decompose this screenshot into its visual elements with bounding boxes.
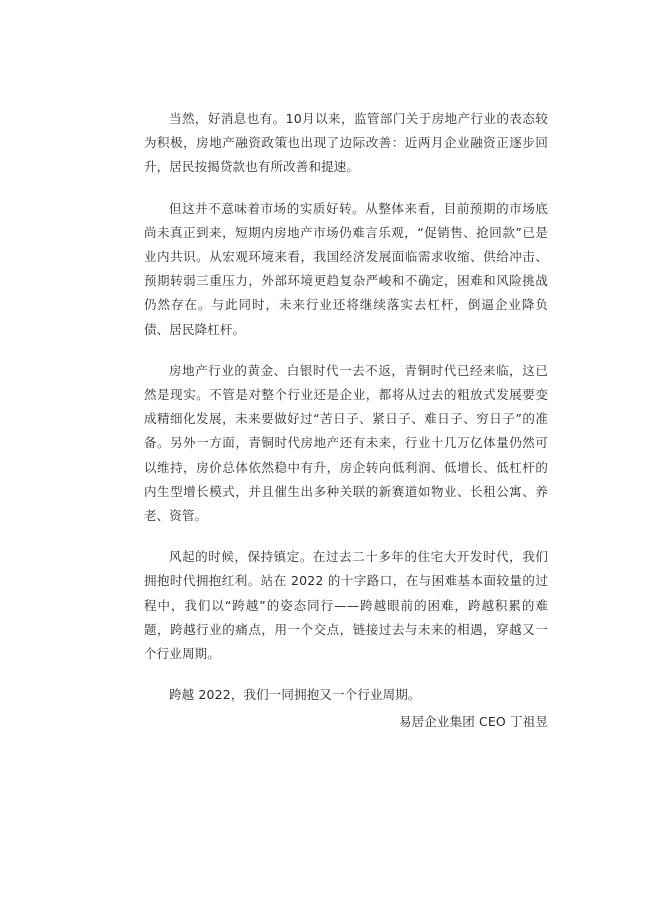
paragraph-market-outlook: 但这并不意味着市场的实质好转。从整体来看，目前预期的市场底尚未真正到来，短期内房地产市场仍难言乐观，“促销售、抢回款”已是业内共识。从宏观环境来看，我国经济发展面临需求收缩、供给冲击、预期转弱三重压力，外部环境更趋复杂严峻和不确定，困难和风险挑战仍然存在。与此同时，未来行业还将继续落实去杠杆，倒逼企业降负债、居民降杠杆。 [144, 200, 548, 337]
signature: 易居企业集团 CEO 丁祖昱 [398, 714, 548, 729]
paragraph-good-news: 当然，好消息也有。10月以来，监管部门关于房地产行业的表态较为积极，房地产融资政策也出现了边际改善：近两月企业融资正逐步回升，居民按揭贷款也有所改善和提速。 [144, 111, 548, 175]
article-body [144, 107, 548, 724]
paragraph-bronze-era: 房地产行业的黄金、白银时代一去不返，青铜时代已经来临，这已然是现实。不管是对整个行业还是企业，都将从过去的粗放式发展要变成精细化发展，未来要做好过“苦日子、紧日子、难日子、穷日子”的准备。另外一方面，青铜时代房地产还有未来，行业十几万亿体量仍然可以维持，房价总体依然稳中有升，房企转向低利润、低增长、低杠杆的内生型增长模式，并且催生出多种关联的新赛道如物业、长租公寓、养老、资管。 [144, 362, 548, 524]
paragraph-closing: 跨越 2022，我们一同拥抱又一个行业周期。 [169, 687, 421, 703]
paragraph-stay-calm: 风起的时候，保持镇定。在过去二十多年的住宅大开发时代，我们拥抱时代拥抱红利。站在 2022 的十字路口，在与困难基本面较量的过程中，我们以“跨越”的姿态同行——跨越眼前的困难，跨越积累的难题，跨越行业的痛点，用一个交点，链接过去与未来的相遇，穿越又一个行业周期。 [144, 549, 548, 662]
